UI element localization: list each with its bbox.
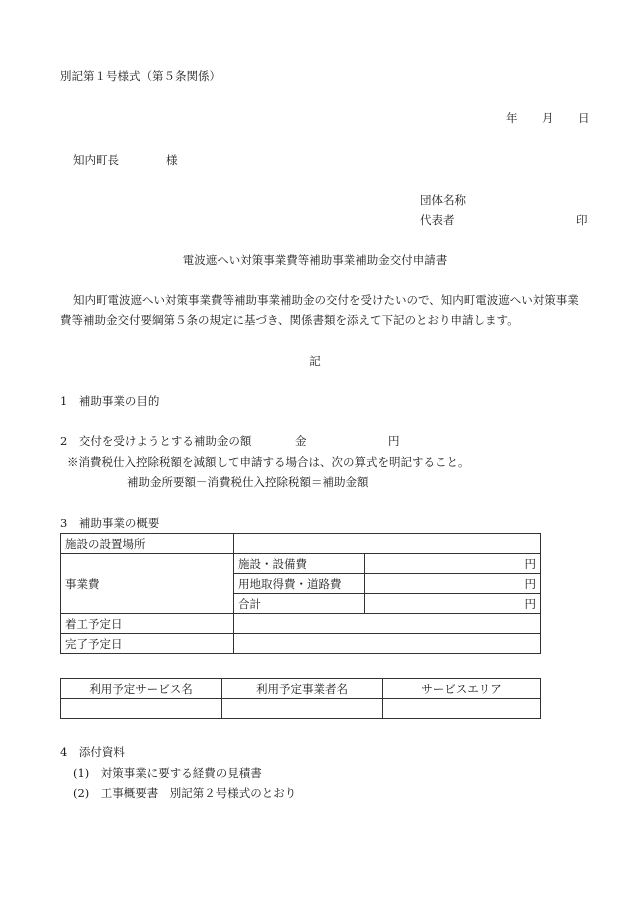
body-text-line2: 費等補助金交付要綱第５条の規定に基づき、関係書類を添えて下記のとおり申請します。 — [60, 313, 519, 327]
table-row — [61, 679, 541, 699]
land-cost-label: 用地取得費・道路費 — [234, 574, 365, 594]
project-cost-label: 事業費 — [61, 554, 234, 614]
date-month: 月 — [542, 111, 554, 125]
total-cost-label: 合計 — [234, 594, 365, 614]
location-label: 施設の設置場所 — [61, 534, 234, 554]
service-area-header: サービスエリア — [383, 679, 541, 699]
provider-name-value — [222, 699, 383, 719]
end-date-value — [234, 634, 541, 654]
table-row — [61, 554, 541, 574]
amount-kin: 金 — [295, 434, 307, 448]
seal-mark: 印 — [576, 213, 588, 227]
body-text-line1: 知内町電波遮へい対策事業費等補助事業補助金の交付を受けたいので、知内町電波遮へい対策事業 — [73, 293, 579, 307]
table-row — [61, 614, 541, 634]
subsidy-formula: 補助金所要額－消費税仕入控除税額＝補助金額 — [127, 475, 369, 489]
ki-heading: 記 — [309, 354, 321, 368]
attachment-item-2: (2) 工事概要書 別記第２号様式のとおり — [73, 786, 297, 800]
location-value — [234, 534, 541, 554]
form-reference: 別記第１号様式（第５条関係） — [60, 69, 221, 83]
end-date-label: 完了予定日 — [61, 634, 234, 654]
amount-yen: 円 — [388, 434, 400, 448]
project-overview-table — [60, 533, 541, 654]
representative-label: 代表者 — [420, 213, 455, 227]
org-name-label: 団体名称 — [420, 193, 466, 207]
section4-heading: 4 添付資料 — [60, 745, 125, 759]
section3-heading: 3 補助事業の概要 — [60, 516, 160, 530]
addressee-name: 知内町長 — [73, 153, 119, 167]
table-row — [61, 634, 541, 654]
start-date-label: 着工予定日 — [61, 614, 234, 634]
date-year: 年 — [506, 111, 518, 125]
total-cost-yen: 円 — [365, 594, 541, 614]
facility-cost-label: 施設・設備費 — [234, 554, 365, 574]
tax-note: ※消費税仕入控除税額を減額して申請する場合は、次の算式を明記すること。 — [67, 455, 470, 469]
start-date-value — [234, 614, 541, 634]
date-day: 日 — [578, 111, 590, 125]
facility-cost-yen: 円 — [365, 554, 541, 574]
service-table — [60, 678, 541, 719]
section1-heading: 1 補助事業の目的 — [60, 394, 160, 408]
service-name-value — [61, 699, 222, 719]
table-row — [61, 699, 541, 719]
addressee-honorific: 様 — [166, 153, 178, 167]
attachment-item-1: (1) 対策事業に要する経費の見積書 — [73, 766, 262, 780]
provider-name-header: 利用予定事業者名 — [222, 679, 383, 699]
land-cost-yen: 円 — [365, 574, 541, 594]
section2-heading: 2 交付を受けようとする補助金の額 — [60, 434, 252, 448]
service-area-value — [383, 699, 541, 719]
table-row — [61, 534, 541, 554]
service-name-header: 利用予定サービス名 — [61, 679, 222, 699]
document-title: 電波遮へい対策事業費等補助事業補助金交付申請書 — [182, 253, 448, 267]
